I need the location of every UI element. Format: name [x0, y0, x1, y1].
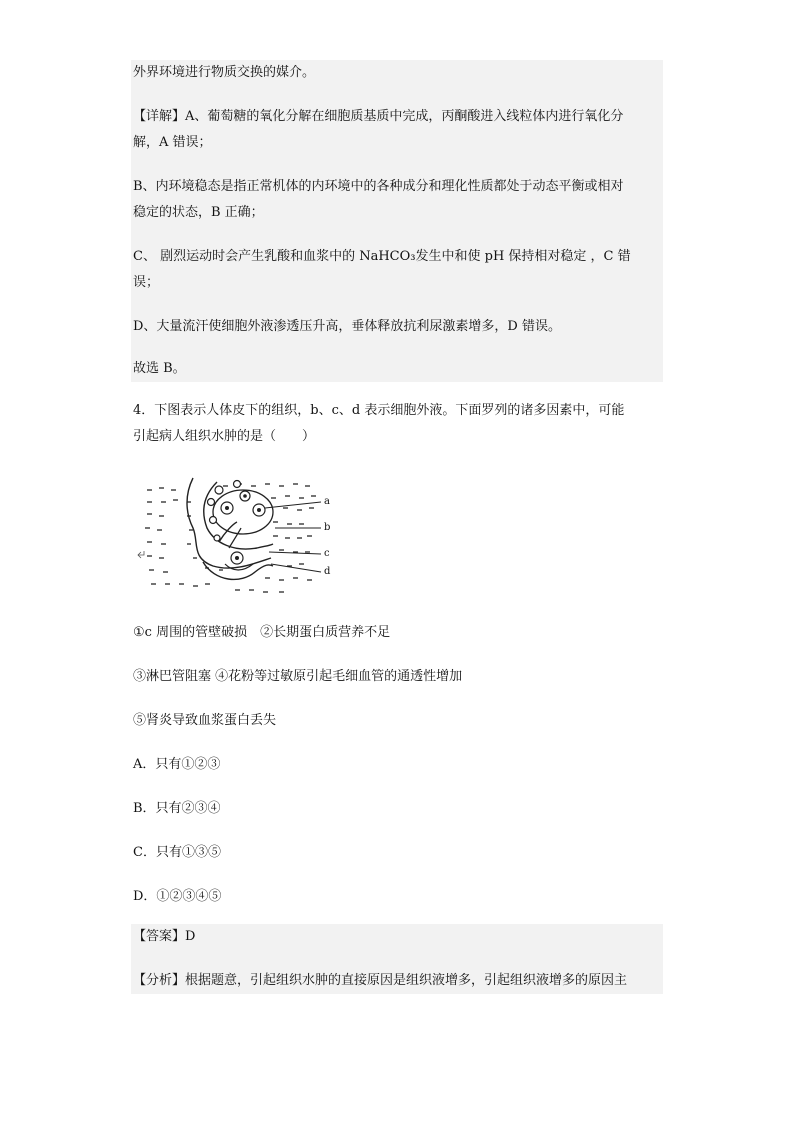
option-b: B．只有②③④: [133, 801, 221, 816]
factor-line-2: ③淋巴管阻塞 ④花粉等过敏原引起毛细血管的通透性增加: [133, 669, 463, 684]
option-d: D．①②③④⑤: [133, 889, 222, 904]
detail-c-line-1: C、 剧烈运动时会产生乳酸和血浆中的 NaHCO₃发生中和使 pH 保持相对稳定 ，C 错: [133, 249, 631, 264]
tissue-diagram: [133, 472, 333, 602]
option-c: C．只有①③⑤: [133, 845, 221, 860]
factor-line-3: ⑤肾炎导致血浆蛋白丢失: [133, 713, 277, 728]
explanation-block: [131, 60, 663, 382]
detail-d-line: D、大量流汗使细胞外液渗透压升高，垂体释放抗利尿激素增多，D 错误。: [133, 319, 561, 334]
conclusion-line: 故选 B。: [133, 361, 186, 376]
question-stem-line-2: 引起病人组织水肿的是（ ）: [133, 429, 316, 444]
detail-b-line-1: B、内环境稳态是指正常机体的内环境中的各种成分和理化性质都处于动态平衡或相对: [133, 179, 624, 194]
explanation-intro: 外界环境进行物质交换的媒介。: [133, 65, 316, 80]
detail-c-line-2: 误；: [133, 275, 160, 290]
tissue-diagram-drawing: [133, 472, 333, 602]
analysis-line-1: 【分析】根据题意，引起组织水肿的直接原因是组织液增多，引起组织液增多的原因主: [133, 973, 628, 988]
detail-a-line-1: 【详解】A、葡萄糖的氧化分解在细胞质基质中完成，丙酮酸进入线粒体内进行氧化分: [133, 109, 624, 124]
option-a: A．只有①②③: [133, 757, 221, 772]
detail-a-line-2: 解，A 错误；: [133, 135, 212, 150]
answer-line: 【答案】D: [133, 929, 196, 944]
label-c: c: [324, 548, 330, 559]
document-page: [131, 60, 663, 994]
answer-block: [131, 924, 663, 994]
label-b: b: [324, 522, 331, 533]
label-a: a: [324, 496, 330, 507]
detail-b-line-2: 稳定的状态，B 正确；: [133, 205, 264, 220]
question-stem-line-1: 4．下图表示人体皮下的组织，b、c、d 表示细胞外液。下面罗列的诸多因素中，可能: [133, 403, 625, 418]
factor-line-1: ①c 周围的管壁破损 ②长期蛋白质营养不足: [133, 625, 391, 640]
label-d: d: [324, 566, 331, 577]
